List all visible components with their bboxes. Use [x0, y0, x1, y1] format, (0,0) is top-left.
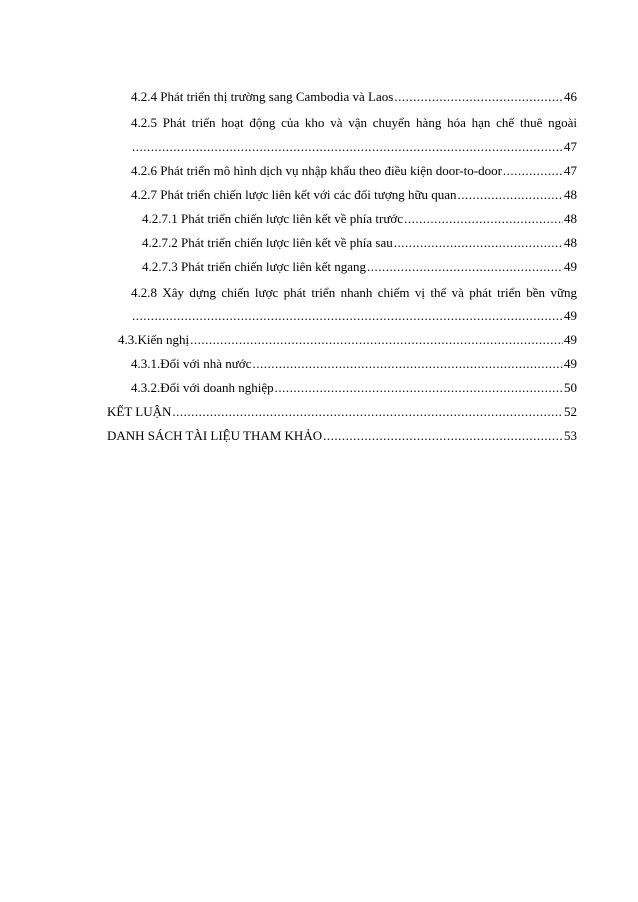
toc-entry-title: 4.3.1.Đối với nhà nước	[131, 356, 252, 371]
toc-entry-4-2-5-title: 4.2.5 Phát triển hoạt động của kho và vận chuyển hàng hóa hạn chế thuê ngoài	[131, 115, 577, 130]
toc-entry-4-2-5-cont	[131, 138, 577, 156]
toc-entry-page: 48	[564, 187, 577, 202]
toc-entry-page: 49	[564, 259, 577, 274]
toc-entry-4-3	[118, 331, 577, 349]
toc-entry-4-3-2	[131, 379, 577, 397]
toc-entry-page: 46	[564, 89, 577, 104]
dot-leader	[172, 403, 563, 421]
toc-entry-4-2-7-2	[142, 234, 577, 252]
toc-entry-title: 4.2.6 Phát triển mô hình dịch vụ nhập khẩu theo điều kiện door-to-door	[131, 163, 502, 178]
dot-leader	[458, 186, 563, 204]
toc-entry-page: 49	[564, 308, 577, 323]
toc-entry-page: 52	[564, 404, 577, 419]
dot-leader	[323, 427, 563, 445]
dot-leader	[132, 307, 563, 325]
toc-entry-4-2-7-1	[142, 210, 577, 228]
toc-entry-page: 50	[564, 380, 577, 395]
toc-entry-title: 4.3.Kiến nghị	[118, 332, 190, 347]
toc-entry-title: KẾT LUẬN	[107, 404, 172, 419]
toc-entry-title: 4.3.2.Đối với doanh nghiệp	[131, 380, 274, 395]
toc-entry-page: 48	[564, 211, 577, 226]
toc-entry-page: 47	[564, 139, 577, 154]
dot-leader	[394, 234, 563, 252]
dot-leader	[367, 258, 563, 276]
dot-leader	[394, 88, 563, 106]
dot-leader	[132, 138, 563, 156]
toc-entry-4-2-7-3	[142, 258, 577, 276]
toc-entry-4-2-8-cont	[131, 307, 577, 325]
toc-entry-4-2-6	[131, 162, 577, 180]
dot-leader	[503, 162, 563, 180]
toc-entry-page: 53	[564, 428, 577, 443]
toc-entry-title: 4.2.4 Phát triển thị trường sang Cambodia và Laos	[131, 89, 394, 104]
dot-leader	[190, 331, 563, 349]
toc-entry-title: 4.2.7.3 Phát triển chiến lược liên kết ngang	[142, 259, 367, 274]
toc-entry-ket-luan	[107, 403, 577, 421]
toc-entry-title: 4.2.7.2 Phát triển chiến lược liên kết về phía sau	[142, 235, 393, 250]
toc-entry-references	[107, 427, 577, 445]
dot-leader	[404, 210, 563, 228]
toc-entry-page: 48	[564, 235, 577, 250]
toc-entry-title: DANH SÁCH TÀI LIỆU THAM KHẢO	[107, 428, 323, 443]
toc-entry-4-2-8-title: 4.2.8 Xây dựng chiến lược phát triển nhanh chiếm vị thế và phát triển bền vững	[131, 285, 577, 300]
toc-entry-4-3-1	[131, 355, 577, 373]
toc-entry-page: 49	[564, 356, 577, 371]
toc-entry-4-2-4	[131, 88, 577, 106]
toc-entry-page: 49	[564, 332, 577, 347]
dot-leader	[252, 355, 563, 373]
toc-entry-title: 4.2.7.1 Phát triển chiến lược liên kết về phía trước	[142, 211, 404, 226]
toc-entry-title: 4.2.7 Phát triển chiến lược liên kết với các đối tượng hữu quan	[131, 187, 457, 202]
toc-entry-4-2-7	[131, 186, 577, 204]
dot-leader	[275, 379, 563, 397]
toc-entry-page: 47	[564, 163, 577, 178]
